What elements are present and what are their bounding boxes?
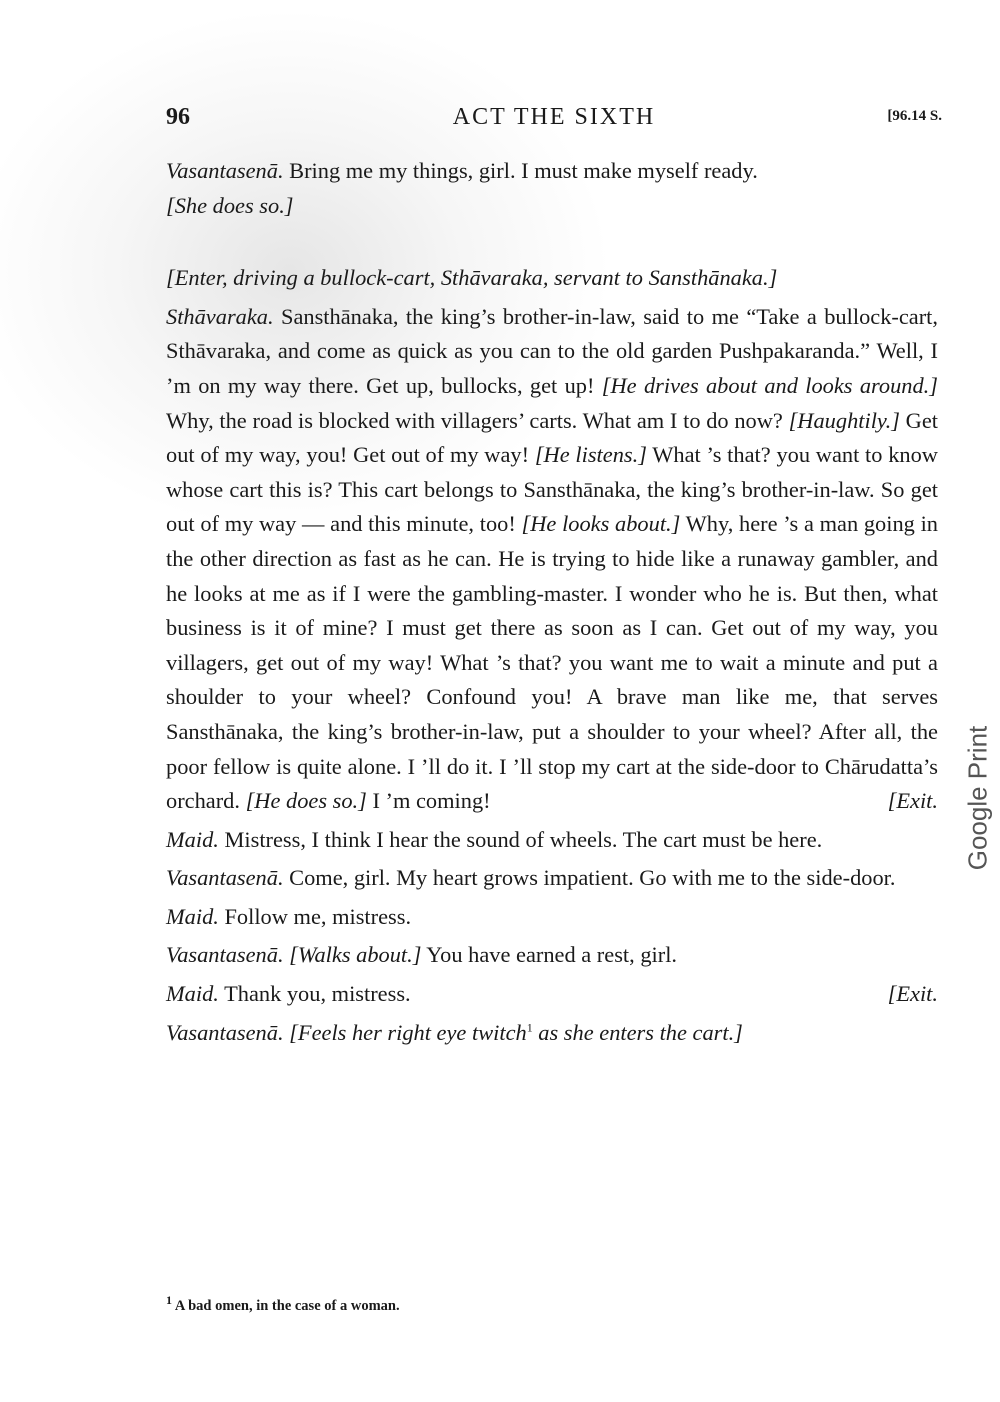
speaker-name: Vasantasenā. — [166, 942, 284, 968]
running-header — [166, 104, 942, 140]
speech-maid-1 — [166, 823, 938, 858]
speech-maid-3 — [166, 977, 938, 1012]
speaker-name: Maid. — [166, 903, 219, 929]
stage-direction: [Enter, driving a bullock-cart, Sthāvaraka, servant to Sansthānaka.] — [166, 265, 778, 291]
footnote-number: 1 — [166, 1293, 172, 1308]
stage-direction: [Walks about.] — [289, 942, 422, 968]
exit-direction: [Exit. — [887, 981, 938, 1007]
stage-direction: [He looks about.] — [521, 511, 681, 537]
footnote-text: A bad omen, in the case of a woman. — [172, 1298, 400, 1314]
page-reference: [96.14 S. — [887, 108, 942, 124]
stage-direction: [He listens.] — [534, 442, 647, 468]
speech-text: Why, here ’s a man going in the other direction as fast as he can. He is trying to hide like a runaway gambler, and he looks at me as if I were the gambling-master. I wonder who he is. But then, what business is it of mine? I must get there as soon as I can. Get out of my way, you villagers, get out of my way! What ’s that? you want me to wait a minute and put a shoulder to your wheel? Confound you! A brave man like me, that serves Sansthānaka, the king’s brother-in-law, put a shoulder to your wheel? After all, the poor fellow is quite alone. I ’ll do it. I ’ll stop my cart at the side-door to Chārudatta’s orchard. — [166, 511, 938, 814]
stage-direction: [He drives about and looks around.] — [601, 372, 938, 398]
speaker-name: Vasantasenā. — [166, 158, 284, 183]
speaker-name: Sthāvaraka. — [166, 303, 274, 329]
footnote — [166, 1293, 938, 1315]
stage-direction: [Feels her right eye twitch — [289, 1019, 527, 1045]
stage-direction: [She does so.] — [166, 192, 294, 218]
footnote-marker: 1 — [526, 1020, 533, 1035]
watermark: Google Print — [962, 725, 993, 871]
stage-entry — [166, 261, 938, 296]
stage-direction: [He does so.] — [245, 788, 367, 814]
speech-text: You have earned a rest, girl. — [421, 942, 678, 968]
speech-text: Follow me, mistress. — [218, 903, 412, 929]
speech-vasantasena-3 — [166, 938, 938, 973]
speech-vasantasena-2 — [166, 861, 938, 896]
speaker-name: Maid. — [166, 981, 219, 1007]
text-body — [166, 154, 938, 1054]
chapter-title: ACT THE SIXTH — [452, 104, 656, 130]
speaker-name: Vasantasenā. — [166, 865, 284, 891]
speech-text: Mistress, I think I hear the sound of wheels. The cart must be here. — [218, 826, 823, 852]
speech-text: Get out of my way, you! Get out of my way! — [166, 407, 938, 468]
speech-text: Sansthānaka, the king’s brother-in-law, said to me “Take a bullock-cart, Sthāvaraka, and come as quick as you can to the old garden Pushpakaranda.” Well, I ’m on my way there. Get up, bullocks, get up! — [166, 303, 938, 398]
speaker-name: Maid. — [166, 826, 219, 852]
speech-text: Thank you, mistress. — [218, 981, 411, 1007]
speech-vasantasena-4 — [166, 1016, 938, 1051]
speech-maid-2 — [166, 900, 938, 935]
speech-text: Why, the road is blocked with villagers’ carts. What am I to do now? — [166, 407, 789, 433]
speech-text: Come, girl. My heart grows impatient. Go with me to the side-door. — [283, 865, 896, 891]
speaker-name: Vasantasenā. — [166, 1019, 284, 1045]
page-number: 96 — [166, 104, 190, 130]
stage-direction: as she enters the cart.] — [532, 1019, 743, 1045]
exit-direction: [Exit. — [887, 788, 938, 814]
speech-text: What ’s that? you want to know whose cart this is? This cart belongs to Sansthānaka, the king’s brother-in-law. So get out of my way — and this minute, too! — [166, 442, 938, 537]
speech-sthavaraka — [166, 300, 938, 819]
speech-text: I ’m coming! — [366, 788, 491, 814]
speech-vasantasena-1 — [166, 154, 938, 223]
stage-direction: [Haughtily.] — [788, 407, 900, 433]
speech-text: Bring me my things, girl. I must make myself ready. — [283, 158, 758, 183]
